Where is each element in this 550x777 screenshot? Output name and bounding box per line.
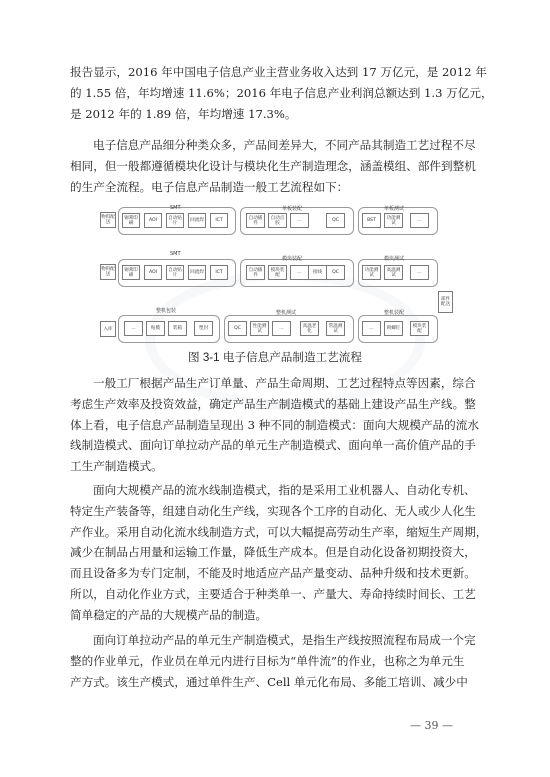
paragraph-3 [70,373,482,477]
step: 高温老化 [300,321,319,336]
step: 装箱 [168,321,187,336]
row3-start: 入库 [100,321,116,337]
step: QC [326,213,345,228]
text-line: 是 2012 年的 1.89 倍，年均增速 17.3%。 [70,106,297,121]
row1-start: 物料配送 [100,212,116,228]
text-line: 特定生产装备等，组建自动化生产线，实现各个工序的自动化、无人或少人化生 [70,503,476,518]
step: QC [326,265,345,280]
step: ... [290,265,309,280]
text-line: 而且设备多为专门定制，不能及时地适应产品产量变动、品种升级和技术更新。 [70,566,476,581]
board-label: 单板装配 [282,206,303,212]
step: 锡膏印刷 [122,265,140,280]
step: 回流焊 [188,265,206,280]
step: 功能测试 [384,213,403,228]
step: QC [228,321,247,336]
step: 回流焊 [188,213,206,228]
step: 功能测试 [362,265,381,280]
text-line: 简单稳定的产品的大规模产品的制造。 [70,607,268,622]
step: AOI [144,213,162,228]
board-test-label: 单板测试 [384,206,405,212]
text-line: 报告显示，2016 年中国电子信息产业主营业务收入达到 17 万亿元，是 2012 年 [70,65,487,79]
process-flow-diagram [100,207,452,350]
step: ... [272,321,291,336]
text-line: 线制造模式、面向订单拉动产品的单元生产制造模式、面向单一高价值产品的手 [70,438,476,453]
step: ICT [210,265,228,280]
text-line: 电子信息产品细分种类众多，产品间差异大，不同产品其制造工艺过程不尽 [93,138,476,152]
text-line: 相同，但一般都遵循模块化设计与模块化生产制造理念，涵盖模组、部件到整机 [70,158,476,173]
text-line: 工生产制造模式。 [70,459,163,474]
text-line: 产方式。该生产模式，通过单件生产、Cell 单元化布局、多能工培训、减少中 [70,674,468,689]
text-line: 减少在制品占用量和运输工作量，降低生产成本。但是自动化设备初期投资大， [70,545,476,560]
step: 自动贴片 [166,213,184,228]
step: AOI [144,265,162,280]
step: 锁螺钉 [384,321,403,336]
smt-label-2: SMT [170,251,181,257]
paragraph-1 [70,62,493,124]
smt-label-1: SMT [170,205,181,211]
text-line: 产作业。采用自动化流水线制造方式，可以大幅提高劳动生产率，缩短生产周期， [70,524,488,539]
figure-caption: 图 3-1 电子信息产品制造工艺流程 [188,351,362,364]
step: 常温测试 [326,321,345,336]
step: ... [124,321,143,336]
step: 性能测试 [250,321,269,336]
text-line: 面向订单拉动产品的单元生产制造模式，是指生产线按照流程布局成一个完 [93,633,476,647]
paragraph-5 [70,630,482,692]
text-line: 考虑生产效率及投资效益，确定产品生产制造模式的基础上建设产品生产线。整 [70,396,476,411]
step: 自动贴片 [166,265,184,280]
text-line: 的生产全流程。电子信息产品制造一般工艺流程如下： [70,179,349,194]
step: 锡膏印刷 [122,213,140,228]
step: ICT [210,213,228,228]
text-line: 面向大规模产品的流水线制造模式，指的是采用工业机器人、自动化专机、 [93,483,476,497]
text-line: 体上看，电子信息产品制造呈现出 3 种不同的制造模式：面向大规模产品的流水 [70,417,479,432]
parts-delivery: 部件配送 [438,291,453,313]
text-line: 的 1.55 倍，年均增速 11.6%；2016 年电子信息产业利润总额达到 1.3 万亿元， [70,85,493,100]
step: 自动点胶 [268,213,287,228]
step: ... [290,213,309,228]
module-test-label: 模块测试 [384,256,405,262]
step: ... [362,321,381,336]
machine-assembly-label: 整机装配 [384,310,405,316]
text-line: 所以，自动化作业方式，主要适合于种类单一、产量大、寿命持续时间长、工艺 [70,586,476,601]
paragraph-4 [70,480,488,626]
step: 贴膜 [146,321,165,336]
machine-test-label: 整机测试 [276,310,297,316]
row2-start: 物料配送 [100,264,116,280]
step: 接线 [308,265,327,280]
text-line: 一般工厂根据产品生产订单量、产品生命周期、工艺过程特点等因素，综合 [93,376,476,390]
step: 自动插件 [246,213,265,228]
pack-label: 整机包装 [156,308,177,314]
step: 自动插件 [246,265,265,280]
step: 模块装配 [268,265,287,280]
step: 高温测试 [384,265,403,280]
step: BST [362,213,381,228]
step: 模块装配 [410,321,429,336]
paragraph-2 [70,135,482,197]
text-line: 整的作业单元，作业员在单元内进行目标为“单件流”的作业，也称之为单元生 [70,653,465,668]
step: 塑封 [194,321,213,336]
module-label: 模块装配 [282,256,303,262]
step: ... [410,265,429,280]
step: ... [410,213,429,228]
page-number: — 39 — [410,719,453,732]
